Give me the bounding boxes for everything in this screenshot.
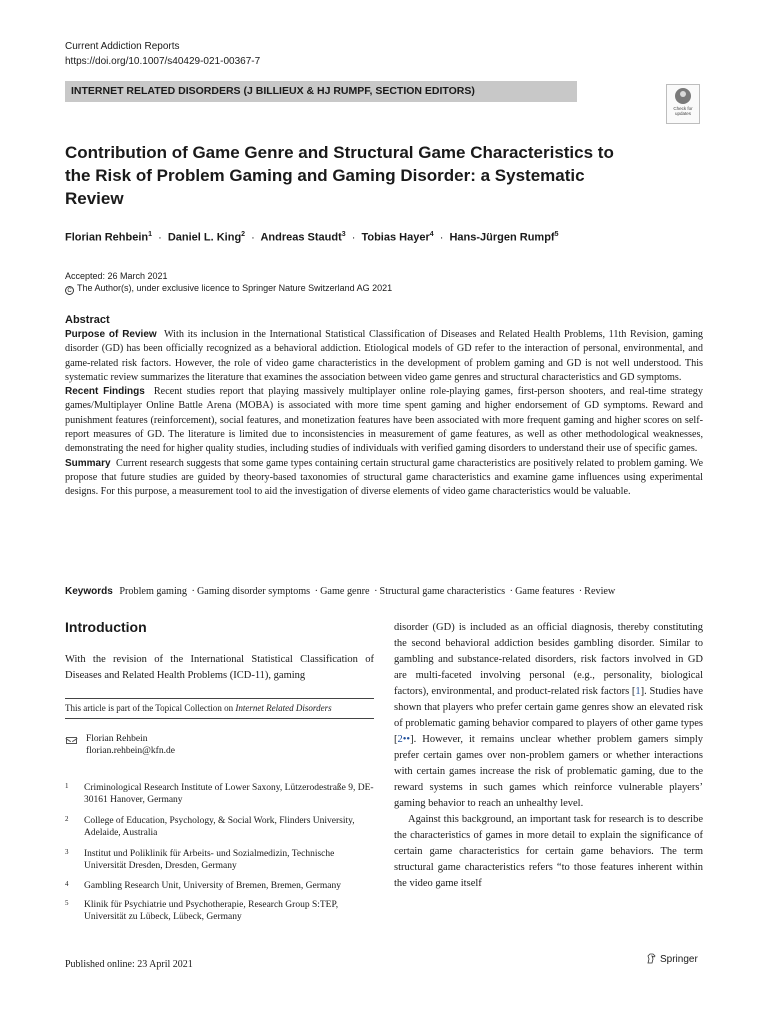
introduction-paragraph: Against this background, an important task for research is to describe the characteristics of games in more detail to explain the significance of certain game characteristics for certain game behaviors. The term structural game characteristics refers “to those features inherent within the video game itself — [394, 814, 703, 889]
author-affiliation-number: 2 — [241, 231, 246, 238]
keyword-separator: · — [578, 586, 583, 597]
keyword: Structural game characteristics — [379, 586, 506, 597]
affiliation-number: 4 — [65, 880, 69, 888]
topical-collection-link[interactable]: Internet Related Disorders — [235, 703, 332, 713]
affiliation-text: Institut und Poliklinik für Arbeits- und Sozialmedizin, Technische Universität Dresden, Dresden, Germany — [84, 849, 335, 872]
introduction-text-left: With the revision of the International Statistical Classification of Diseases and Related Health Problems (ICD-11), gaming — [65, 654, 374, 681]
affiliation — [65, 848, 375, 873]
affiliation-text: College of Education, Psychology, & Social Work, Flinders University, Adelaide, Australia — [84, 816, 355, 839]
keyword-separator: · — [191, 586, 195, 597]
findings-text: Recent studies report that playing massively multiplayer online role-playing games, first-person shooters, and real-time strategy games/Multiplayer Online Battle Arena (MOBA) is associated with more time spent gaming and higher endorsement of GD symptoms. Reward and punishment features (reinforcement), social features, and monetization features have been associated with more frequent gaming and higher scores on self-report measures of GD. The literature is limited due to inconsistencies in measurement of game features, as well as other methodological weaknesses, demonstrating the need for higher quality studies, including studies of individuals with verified gaming disorders to understand their use of specific games. — [65, 386, 703, 455]
affiliation-number: 3 — [65, 848, 69, 856]
author-name[interactable]: Hans-Jürgen Rumpf — [449, 231, 555, 244]
divider — [65, 698, 374, 699]
keyword: Gaming disorder symptoms — [196, 586, 311, 597]
published-date: Published online: 23 April 2021 — [65, 959, 193, 970]
author-name[interactable]: Andreas Staudt — [260, 231, 342, 244]
affiliation-number: 2 — [65, 815, 69, 823]
abstract-purpose — [65, 328, 703, 385]
journal-name: Current Addiction Reports — [65, 41, 180, 52]
keyword-separator: · — [374, 586, 378, 597]
publisher-name: Springer — [660, 954, 698, 965]
author-affiliation-number: 1 — [148, 231, 153, 238]
affiliation-number: 1 — [65, 782, 69, 790]
author-affiliation-number: 5 — [554, 231, 559, 238]
abstract-summary — [65, 457, 703, 500]
keyword: Game genre — [320, 586, 370, 597]
copyright-icon: C — [65, 286, 74, 295]
affiliation-number: 5 — [65, 899, 69, 907]
corresponding-author-email[interactable]: florian.rehbein@kfn.de — [86, 746, 175, 756]
paragraph-text: disorder (GD) is included as an official diagnosis, thereby constituting the second behavioral addiction besides gambling disorder. Similar to gambling and substance-related disorders, risk factors involved in GD are multi-faceted involving personal (e.g., personality, biological factors), environmental, and product-related risk factors [ — [394, 622, 703, 697]
keyword-separator: · — [314, 586, 319, 597]
author-separator: · — [439, 231, 444, 244]
section-label: INTERNET RELATED DISORDERS (J BILLIEUX & HJ RUMPF, SECTION EDITORS) — [71, 85, 475, 97]
affiliation-text: Gambling Research Unit, University of Bremen, Bremen, Germany — [84, 881, 341, 891]
purpose-label: Purpose of Review — [65, 329, 157, 340]
affiliation-text: Criminological Research Institute of Lower Saxony, Lützerodestraße 9, DE-30161 Hanover, Germany — [84, 783, 374, 806]
affiliation — [65, 899, 375, 924]
paragraph-text: ]. However, it remains unclear whether problem gamers simply prefer certain games over non-problem gamers or whether interactions with certain games increase the risk of problematic gaming, due to the reward systems in such games which reinforce vulnerable players’ gaming behavior to reach an unhealthy level. — [394, 734, 703, 809]
check-updates-label: Check for updates — [673, 106, 693, 116]
author-affiliation-number: 3 — [341, 231, 346, 238]
introduction-text-right — [394, 620, 703, 892]
author-name[interactable]: Daniel L. King — [167, 231, 242, 244]
author-list — [65, 231, 558, 244]
publisher-logo — [647, 953, 698, 965]
abstract-body — [65, 328, 703, 500]
keyword: Problem gaming — [119, 586, 187, 597]
corresponding-author-name: Florian Rehbein — [86, 734, 148, 744]
findings-label: Recent Findings — [65, 386, 145, 398]
check-updates-icon — [675, 88, 691, 104]
keyword: Review — [584, 586, 616, 597]
section-banner — [65, 81, 577, 102]
keywords-label: Keywords — [65, 586, 113, 597]
citation-link[interactable]: 1 — [635, 686, 641, 697]
keyword-separator: · — [509, 586, 514, 597]
check-for-updates-badge[interactable] — [666, 84, 700, 124]
paragraph-text: ]. Studies have shown that players who prefer certain game genres show an elevated risk of problematic gaming behavior compared to players of other game types [ — [394, 686, 703, 745]
abstract-findings — [65, 385, 703, 456]
divider — [65, 718, 374, 719]
author-separator: · — [158, 231, 162, 244]
topical-prefix: This article is part of the Topical Collection on — [65, 703, 236, 713]
summary-text: Current research suggests that some game types containing certain structural game characteristics are positively related to problem gaming. We propose that future studies are guided by theory-based taxonomies of structural game characteristics and examine game influences using experimental designs. For this purpose, a measurement tool to aid the investigation of diverse elements of video game characteristics would be valuable. — [65, 457, 703, 498]
copyright-text: The Author(s), under exclusive licence to Springer Nature Switzerland AG 2021 — [77, 283, 393, 293]
copyright-notice — [65, 283, 392, 295]
author-name[interactable]: Florian Rehbein — [65, 231, 149, 244]
citation-link[interactable]: 2•• — [397, 734, 411, 745]
accepted-date: Accepted: 26 March 2021 — [65, 271, 168, 281]
envelope-icon — [66, 737, 77, 744]
author-separator: · — [251, 231, 255, 244]
author-name[interactable]: Tobias Hayer — [361, 231, 430, 244]
keyword: Game features — [515, 586, 575, 597]
article-title: Contribution of Game Genre and Structural Game Characteristics to the Risk of Problem Gaming and Gaming Disorder: a Systematic Review — [65, 143, 614, 208]
introduction-heading: Introduction — [65, 619, 147, 635]
author-separator: · — [351, 231, 356, 244]
topical-collection-note — [65, 703, 374, 713]
abstract-heading: Abstract — [65, 314, 110, 326]
summary-label: Summary — [65, 457, 111, 469]
affiliation — [65, 815, 375, 840]
doi-link[interactable]: https://doi.org/10.1007/s40429-021-00367-7 — [65, 56, 261, 67]
affiliation — [65, 880, 375, 892]
affiliation — [65, 782, 375, 807]
introduction-paragraph — [394, 620, 703, 812]
springer-horse-icon — [647, 953, 656, 964]
keywords — [65, 586, 705, 597]
purpose-text: With its inclusion in the International Statistical Classification of Diseases and Related Health Problems, 11th Revision, gaming disorder (GD) has been officially recognized as a behavioral addiction. Etiological models of GD refer to the interaction of personal, environmental, and game-related risk factors. However, the role of video game characteristics in the development of problem gaming and GD is not well understood. This systematic review summarizes the literature that examines the association between video game genres and structural characteristics and GD symptoms. — [65, 329, 704, 383]
author-affiliation-number: 4 — [429, 231, 434, 238]
affiliation-text: Klinik für Psychiatrie und Psychotherapie, Research Group S:TEP, Universität zu Lübeck, Lübeck, Germany — [84, 900, 339, 923]
